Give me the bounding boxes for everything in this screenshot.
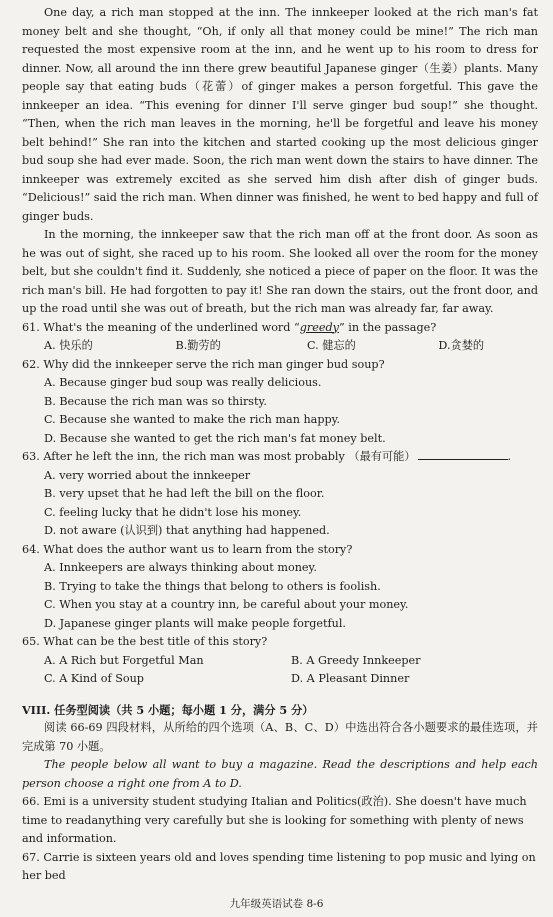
question-61 bbox=[22, 319, 538, 356]
passage-paragraph-2: In the morning, the innkeeper saw that the rich man off at the front door. As soon as he was out of sight, she raced up to his room. She looked all over the room for the money belt, but she couldn't find it. Suddenly, she noticed a piece of paper on the floor. It was the rich man's bill. He had forgotten to pay it! She ran down the stairs, out the front door, and up the road until she was out of breath, but the rich man was already far, far away. bbox=[22, 228, 538, 315]
question-67: 67. Carrie is sixteen years old and loves spending time listening to pop music and lying on her bed bbox=[22, 850, 536, 882]
option-d: D. not aware (认识到) that anything had happened. bbox=[44, 524, 330, 537]
option-c: C. feeling lucky that he didn't lose his money. bbox=[44, 505, 302, 519]
question-65-options-row-1 bbox=[22, 652, 538, 671]
question-64-stem: 64. What does the author want us to learn from the story? bbox=[22, 542, 353, 556]
question-65 bbox=[22, 633, 538, 689]
option-a: A. 快乐的 bbox=[44, 339, 93, 352]
section-heading: VIII. 任务型阅读（共 5 小题；每小题 1 分，满分 5 分） bbox=[22, 702, 314, 717]
option-d: D. Because she wanted to get the rich man's fat money belt. bbox=[44, 431, 386, 445]
option-c: C. Because she wanted to make the rich man happy. bbox=[44, 413, 341, 426]
option-b: B.勤劳的 bbox=[175, 339, 221, 352]
section-instruction: 阅读 66-69 四段材料，从所给的四个选项（A、B、C、D）中选出符合各小题要求的最佳选项，并完成第 70 小题。 bbox=[22, 721, 538, 753]
underlined-word: greedy bbox=[299, 320, 339, 334]
option-c: C. 健忘的 bbox=[306, 339, 356, 352]
option-c: C. When you stay at a country inn, be careful about your money. bbox=[44, 598, 409, 611]
passage-paragraph-1: One day, a rich man stopped at the inn. The innkeeper looked at the rich man's fat money belt and she thought, “Oh, if only all that money could be mine!” The rich man requested the most expensive room at the inn, and he went up to his room to dress for dinner. Now, all around the inn there grew beautiful Japanese ginger（生姜）plants. Many people say that eating buds（花蕾）of ginger makes a person forgetful. This gave the innkeeper an idea. “This evening for dinner I'll serve ginger bud soup!” she thought. “Then, when the rich man leaves in the morning, he'll be forgetful and leave his money belt behind!” She ran into the kitchen and started cooking up the most delicious ginger bud soup she had ever made. Soon, the rich man went down the stairs to have dinner. The innkeeper was extremely excited as she served him dish after dish of ginger buds. “Delicious!” said the rich man. When dinner was finished, he went to bed happy and full of ginger buds. bbox=[22, 6, 539, 223]
option-d: D. A Pleasant Dinner bbox=[291, 672, 410, 685]
question-61-stem: 61. What's the meaning of the underlined word “greedy” in the passage? bbox=[22, 320, 437, 334]
option-b: B. A Greedy Innkeeper bbox=[291, 653, 421, 667]
question-63 bbox=[22, 448, 538, 541]
question-64 bbox=[22, 541, 538, 634]
option-a: A. Innkeepers are always thinking about money. bbox=[44, 561, 317, 574]
option-b: B. Because the rich man was so thirsty. bbox=[44, 394, 267, 408]
option-a: A. Because ginger bud soup was really delicious. bbox=[44, 376, 322, 389]
option-d: D. Japanese ginger plants will make people forgetful. bbox=[44, 616, 346, 630]
answer-blank[interactable] bbox=[418, 448, 508, 460]
option-c: C. A Kind of Soup bbox=[44, 672, 144, 685]
section-english-instruction: The people below all want to buy a magazine. Read the descriptions and help each person choose a right one from A to D. bbox=[22, 758, 538, 790]
question-62 bbox=[22, 356, 538, 449]
question-65-options-row-2 bbox=[22, 670, 538, 689]
exam-page bbox=[22, 4, 538, 886]
option-b: B. very upset that he had left the bill on the floor. bbox=[44, 487, 325, 500]
option-d: D.贪婪的 bbox=[438, 339, 485, 352]
option-a: A. A Rich but Forgetful Man bbox=[44, 653, 204, 667]
question-66: 66. Emi is a university student studying Italian and Politics(政治). She doesn't have much time to readanything very carefully but she is looking for something with plenty of news and information. bbox=[22, 795, 527, 845]
option-a: A. very worried about the innkeeper bbox=[44, 468, 251, 482]
question-61-options bbox=[22, 337, 538, 356]
question-63-stem: 63. After he left the inn, the rich man was most probably （最有可能） . bbox=[22, 450, 512, 463]
option-b: B. Trying to take the things that belong to others is foolish. bbox=[44, 579, 381, 593]
page-footer: 九年级英语试卷 8-6 bbox=[229, 898, 324, 910]
question-65-stem: 65. What can be the best title of this story? bbox=[22, 635, 268, 648]
question-62-stem: 62. Why did the innkeeper serve the rich man ginger bud soup? bbox=[22, 357, 385, 371]
